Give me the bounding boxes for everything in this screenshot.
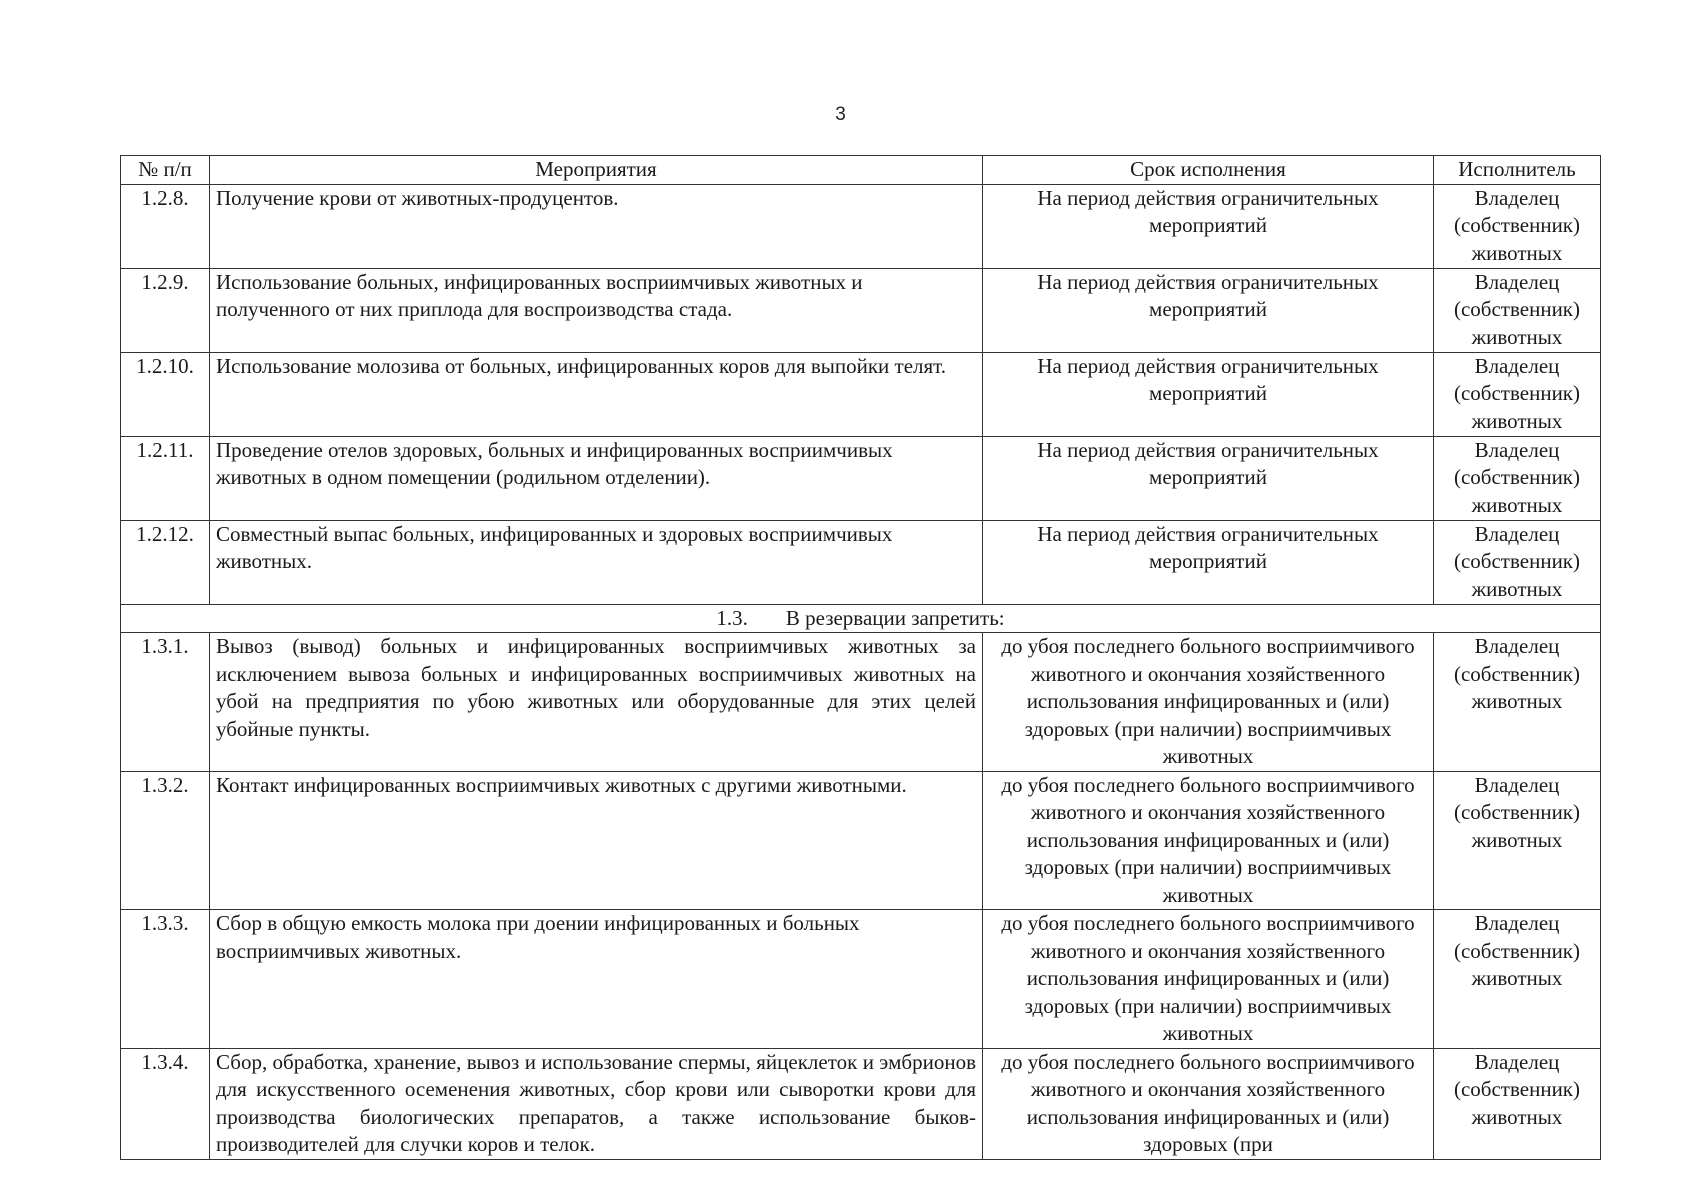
row-executor: Владелец (собственник) животных (1434, 184, 1601, 268)
table-row (121, 184, 1601, 268)
header-num: № п/п (121, 156, 210, 185)
row-activity: Использование молозива от больных, инфицированных коров для выпойки телят. (210, 352, 983, 436)
row-activity: Использование больных, инфицированных восприимчивых животных и полученного от них приплода для воспроизводства стада. (210, 268, 983, 352)
row-num: 1.2.9. (121, 268, 210, 352)
row-num: 1.3.3. (121, 910, 210, 1049)
row-activity: Проведение отелов здоровых, больных и инфицированных восприимчивых животных в одном помещении (родильном отделении). (210, 436, 983, 520)
section-number: 1.3. (716, 605, 748, 630)
row-activity: Сбор в общую емкость молока при доении инфицированных и больных восприимчивых животных. (210, 910, 983, 1049)
row-executor: Владелец (собственник) животных (1434, 436, 1601, 520)
section-heading-row (121, 604, 1601, 633)
row-executor: Владелец (собственник) животных (1434, 771, 1601, 910)
row-term: до убоя последнего больного восприимчивого животного и окончания хозяйственного использования инфицированных и (или) здоровых (при наличии) восприимчивых животных (983, 771, 1434, 910)
row-term: На период действия ограничительных мероприятий (983, 520, 1434, 604)
row-activity: Вывоз (вывод) больных и инфицированных восприимчивых животных за исключением вывоза больных и инфицированных восприимчивых животных на убой на предприятия по убою животных или оборудованные для этих целей убойные пункты. (210, 633, 983, 772)
table-row (121, 352, 1601, 436)
section-heading (121, 604, 1601, 633)
table-row (121, 1048, 1601, 1159)
table-row (121, 520, 1601, 604)
row-executor: Владелец (собственник) животных (1434, 633, 1601, 772)
row-num: 1.2.8. (121, 184, 210, 268)
row-num: 1.3.2. (121, 771, 210, 910)
row-executor: Владелец (собственник) животных (1434, 268, 1601, 352)
row-num: 1.2.12. (121, 520, 210, 604)
row-num: 1.3.1. (121, 633, 210, 772)
measures-table (120, 155, 1601, 1160)
row-term: до убоя последнего больного восприимчивого животного и окончания хозяйственного использования инфицированных и (или) здоровых (при наличии) восприимчивых животных (983, 633, 1434, 772)
row-executor: Владелец (собственник) животных (1434, 1048, 1601, 1159)
row-num: 1.2.11. (121, 436, 210, 520)
table-row (121, 910, 1601, 1049)
row-term: На период действия ограничительных мероприятий (983, 184, 1434, 268)
table-row (121, 771, 1601, 910)
table-row (121, 633, 1601, 772)
row-term: На период действия ограничительных мероприятий (983, 352, 1434, 436)
row-term: На период действия ограничительных мероприятий (983, 268, 1434, 352)
row-term: до убоя последнего больного восприимчивого животного и окончания хозяйственного использования инфицированных и (или) здоровых (при наличии) восприимчивых животных (983, 910, 1434, 1049)
table-row (121, 268, 1601, 352)
row-executor: Владелец (собственник) животных (1434, 352, 1601, 436)
header-executor: Исполнитель (1434, 156, 1601, 185)
table-row (121, 436, 1601, 520)
row-activity: Контакт инфицированных восприимчивых животных с другими животными. (210, 771, 983, 910)
section-title: В резервации запретить: (785, 605, 1005, 630)
row-term: до убоя последнего больного восприимчивого животного и окончания хозяйственного использования инфицированных и (или) здоровых (при (983, 1048, 1434, 1159)
page-number: 3 (835, 104, 846, 125)
row-executor: Владелец (собственник) животных (1434, 910, 1601, 1049)
row-activity: Совместный выпас больных, инфицированных и здоровых восприимчивых животных. (210, 520, 983, 604)
header-term: Срок исполнения (983, 156, 1434, 185)
row-activity: Получение крови от животных-продуцентов. (210, 184, 983, 268)
row-num: 1.3.4. (121, 1048, 210, 1159)
table-header-row (121, 156, 1601, 185)
row-num: 1.2.10. (121, 352, 210, 436)
row-term: На период действия ограничительных мероприятий (983, 436, 1434, 520)
header-activity: Мероприятия (210, 156, 983, 185)
row-activity: Сбор, обработка, хранение, вывоз и использование спермы, яйцеклеток и эмбрионов для искусственного осеменения животных, сбор крови или сыворотки крови для производства биологических препаратов, а также использование быков-производителей для случки коров и телок. (210, 1048, 983, 1159)
row-executor: Владелец (собственник) животных (1434, 520, 1601, 604)
